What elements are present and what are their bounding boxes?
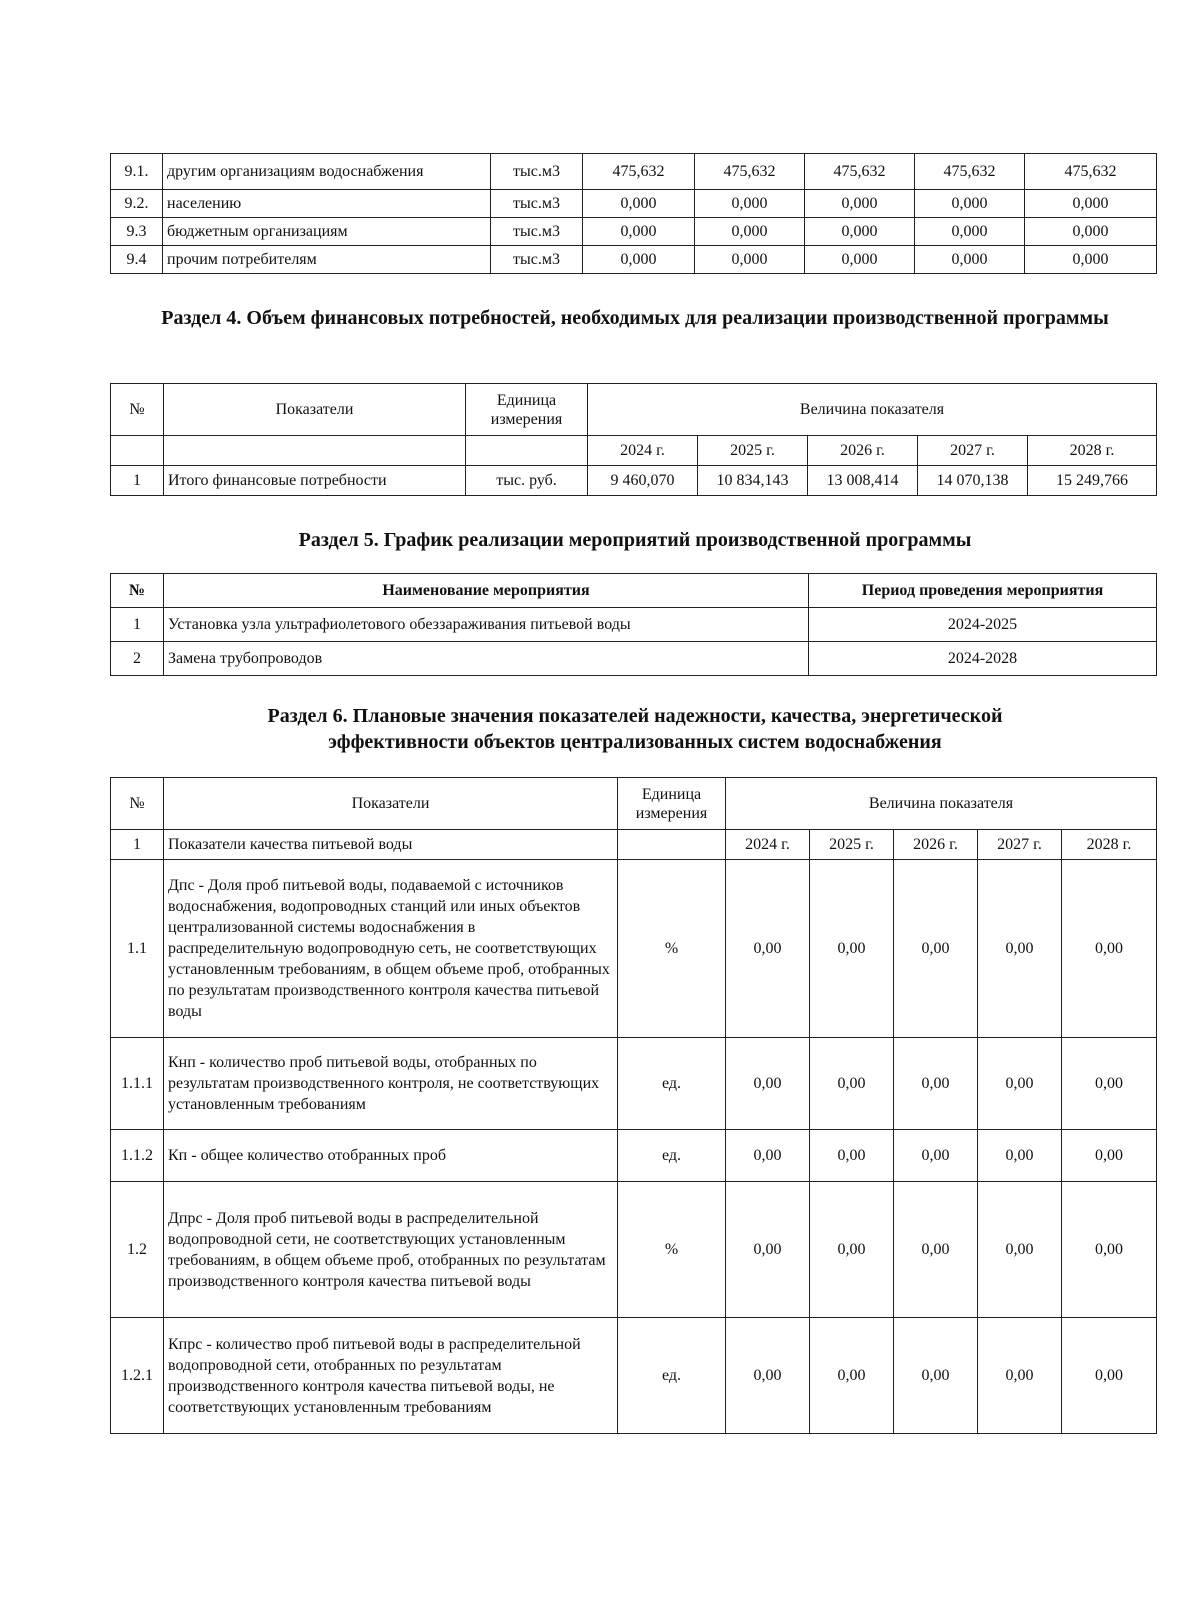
value-cell: 9 460,070 [588, 466, 698, 496]
table-row [111, 642, 1157, 676]
header-no: № [111, 574, 164, 608]
row-name: Установка узла ультрафиолетового обеззараживания питьевой воды [164, 608, 809, 642]
value-cell: 0,00 [810, 1182, 894, 1318]
table-row [111, 154, 1157, 190]
value-cell: 0,00 [810, 1318, 894, 1434]
header-unit: Единица измерения [466, 384, 588, 436]
row-unit: тыс.м3 [491, 190, 583, 218]
row-unit: % [618, 860, 726, 1038]
value-cell: 14 070,138 [918, 466, 1028, 496]
row-period: 2024-2025 [809, 608, 1157, 642]
year-cell: 2026 г. [894, 830, 978, 860]
value-cell: 0,000 [583, 190, 695, 218]
empty-cell [466, 436, 588, 466]
financial-needs-table [110, 383, 1157, 496]
empty-cell [618, 830, 726, 860]
row-no: 9.4 [111, 246, 163, 274]
table-row [111, 1318, 1157, 1434]
value-cell: 0,000 [915, 218, 1025, 246]
header-period: Период проведения мероприятия [809, 574, 1157, 608]
row-unit: ед. [618, 1318, 726, 1434]
row-unit: ед. [618, 1038, 726, 1130]
year-cell: 2028 г. [1062, 830, 1157, 860]
value-cell: 475,632 [915, 154, 1025, 190]
value-cell: 0,00 [810, 1130, 894, 1182]
row-no: 1.2.1 [111, 1318, 164, 1434]
value-cell: 0,00 [978, 1318, 1062, 1434]
row-no: 9.3 [111, 218, 163, 246]
value-cell: 0,00 [726, 1038, 810, 1130]
row-no: 1 [111, 466, 164, 496]
row-unit: ед. [618, 1130, 726, 1182]
value-cell: 0,00 [810, 860, 894, 1038]
row-no: 1.1.2 [111, 1130, 164, 1182]
row-no: 1.2 [111, 1182, 164, 1318]
value-cell: 0,00 [978, 1182, 1062, 1318]
header-name: Наименование мероприятия [164, 574, 809, 608]
table-row [111, 1182, 1157, 1318]
schedule-table [110, 573, 1157, 676]
value-cell: 10 834,143 [698, 466, 808, 496]
value-cell: 0,000 [1025, 246, 1157, 274]
row-name: Замена трубопроводов [164, 642, 809, 676]
value-cell: 0,000 [695, 246, 805, 274]
value-cell: 475,632 [1025, 154, 1157, 190]
row-no: 2 [111, 642, 164, 676]
row-name: Кпрс - количество проб питьевой воды в распределительной водопроводной сети, отобранных по результатам производственного контроля качества питьевой воды, не соответствующих установленным требованиям [164, 1318, 618, 1434]
table-row [111, 246, 1157, 274]
value-cell: 0,00 [810, 1038, 894, 1130]
value-cell: 0,000 [1025, 218, 1157, 246]
value-cell: 0,000 [583, 218, 695, 246]
row-name: Кнп - количество проб питьевой воды, отобранных по результатам производственного контроля, не соответствующих установленным требованиям [164, 1038, 618, 1130]
year-cell: 2024 г. [726, 830, 810, 860]
value-cell: 0,00 [978, 1130, 1062, 1182]
table-row [111, 608, 1157, 642]
table-row [111, 190, 1157, 218]
value-cell: 0,00 [894, 1038, 978, 1130]
row-period: 2024-2028 [809, 642, 1157, 676]
value-cell: 0,00 [894, 860, 978, 1038]
row-name: Дпрс - Доля проб питьевой воды в распределительной водопроводной сети, не соответствующих установленным требованиям, в общем объеме проб, отобранных по результатам производственного контроля качества питьевой воды [164, 1182, 618, 1318]
consumers-table-body [111, 154, 1157, 274]
header-value: Величина показателя [588, 384, 1157, 436]
value-cell: 0,000 [1025, 190, 1157, 218]
value-cell: 475,632 [583, 154, 695, 190]
empty-cell [164, 436, 466, 466]
year-cell: 2024 г. [588, 436, 698, 466]
value-cell: 0,00 [894, 1182, 978, 1318]
value-cell: 0,000 [915, 190, 1025, 218]
row-unit: тыс.м3 [491, 154, 583, 190]
value-cell: 0,00 [1062, 1318, 1157, 1434]
section4-title: Раздел 4. Объем финансовых потребностей, необходимых для реализации производственной программы [161, 307, 1109, 329]
value-cell: 475,632 [695, 154, 805, 190]
header-indicator: Показатели [164, 384, 466, 436]
year-cell: 2027 г. [918, 436, 1028, 466]
year-cell: 2027 г. [978, 830, 1062, 860]
row-unit: тыс.м3 [491, 218, 583, 246]
value-cell: 0,000 [695, 190, 805, 218]
value-cell: 15 249,766 [1028, 466, 1157, 496]
value-cell: 0,00 [894, 1130, 978, 1182]
header-no: № [111, 384, 164, 436]
value-cell: 0,00 [1062, 1182, 1157, 1318]
value-cell: 0,000 [583, 246, 695, 274]
value-cell: 0,000 [805, 190, 915, 218]
header-indicator: Показатели [164, 778, 618, 830]
header-unit: Единица измерения [618, 778, 726, 830]
row-unit: тыс.м3 [491, 246, 583, 274]
row-unit: % [618, 1182, 726, 1318]
consumers-table [110, 153, 1157, 274]
value-cell: 0,00 [726, 860, 810, 1038]
empty-cell [111, 436, 164, 466]
table-row [111, 860, 1157, 1038]
value-cell: 0,000 [805, 218, 915, 246]
value-cell: 0,00 [978, 860, 1062, 1038]
quality-indicators-table [110, 777, 1157, 1434]
row-name: Дпс - Доля проб питьевой воды, подаваемой с источников водоснабжения, водопроводных станций или иных объектов централизованной системы водоснабжения в распределительную водопроводную сеть, не соответствующих установленным требованиям, в общем объеме проб, отобранных по результатам производственного контроля качества питьевой воды [164, 860, 618, 1038]
table-row [111, 1038, 1157, 1130]
value-cell: 0,00 [726, 1130, 810, 1182]
value-cell: 0,000 [915, 246, 1025, 274]
value-cell: 0,00 [1062, 1130, 1157, 1182]
row-name: прочим потребителям [163, 246, 491, 274]
section6-title-line1: Раздел 6. Плановые значения показателей надежности, качества, энергетической [267, 705, 1003, 727]
section6-title [115, 703, 1155, 755]
section5-title: Раздел 5. График реализации мероприятий производственной программы [298, 529, 972, 551]
value-cell: 0,00 [978, 1038, 1062, 1130]
value-cell: 0,00 [726, 1318, 810, 1434]
value-cell: 0,000 [695, 218, 805, 246]
group-no: 1 [111, 830, 164, 860]
header-value: Величина показателя [726, 778, 1157, 830]
header-no: № [111, 778, 164, 830]
value-cell: 475,632 [805, 154, 915, 190]
row-no: 1.1.1 [111, 1038, 164, 1130]
year-cell: 2025 г. [810, 830, 894, 860]
table-row [111, 1130, 1157, 1182]
table-row [111, 218, 1157, 246]
year-cell: 2028 г. [1028, 436, 1157, 466]
row-name: Кп - общее количество отобранных проб [164, 1130, 618, 1182]
value-cell: 0,00 [726, 1182, 810, 1318]
value-cell: 0,00 [1062, 1038, 1157, 1130]
row-no: 1 [111, 608, 164, 642]
value-cell: 13 008,414 [808, 466, 918, 496]
group-name: Показатели качества питьевой воды [164, 830, 618, 860]
value-cell: 0,00 [1062, 860, 1157, 1038]
row-name: Итого финансовые потребности [164, 466, 466, 496]
row-name: бюджетным организациям [163, 218, 491, 246]
row-name: другим организациям водоснабжения [163, 154, 491, 190]
row-unit: тыс. руб. [466, 466, 588, 496]
value-cell: 0,00 [894, 1318, 978, 1434]
year-cell: 2025 г. [698, 436, 808, 466]
row-no: 1.1 [111, 860, 164, 1038]
year-cell: 2026 г. [808, 436, 918, 466]
row-no: 9.2. [111, 190, 163, 218]
row-name: населению [163, 190, 491, 218]
row-no: 9.1. [111, 154, 163, 190]
value-cell: 0,000 [805, 246, 915, 274]
section6-title-line2: эффективности объектов централизованных систем водоснабжения [328, 731, 942, 753]
